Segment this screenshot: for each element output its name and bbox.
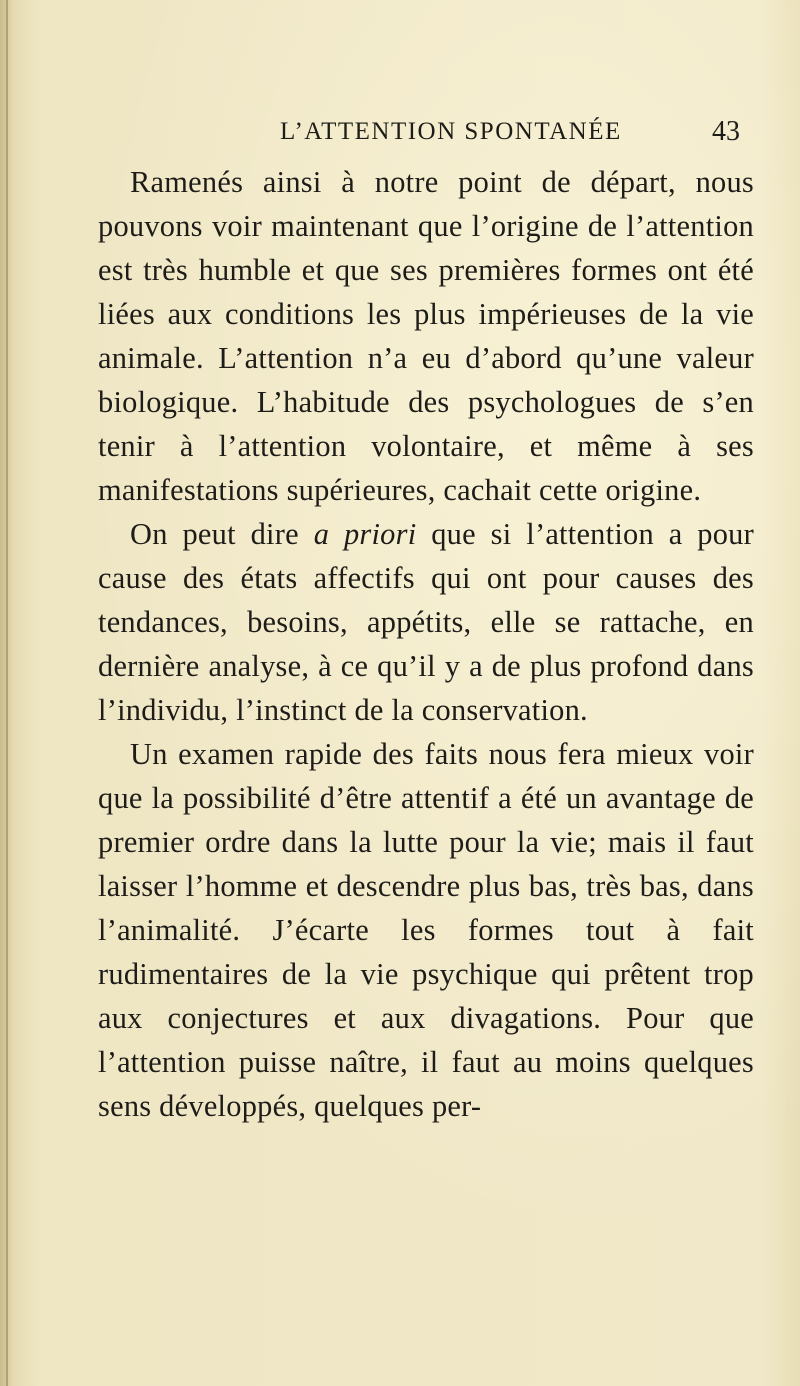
paragraph-1: Ramenés ainsi à notre point de départ, nous pouvons voir maintenant que l’origine de l’attention est très humble et que ses premières formes ont été liées aux conditions les plus impérieuses de la vie animale. L’attention n’a eu d’abord qu’une valeur biologique. L’habitude des psychologues de s’en tenir à l’attention volontaire, et même à ses manifestations supérieures, cachait cette origine. bbox=[98, 165, 754, 507]
paragraph-2-start: On peut dire bbox=[130, 517, 314, 551]
running-head: L’ATTENTION SPONTANÉE bbox=[280, 118, 622, 145]
body-text bbox=[98, 160, 754, 1128]
paragraph-2-rest: que si l’attention a pour cause des états affectifs qui ont pour causes des tendances, besoins, appétits, elle se rattache, en dernière analyse, à ce qu’il y a de plus profond dans l’individu, l’instinct de la conservation. bbox=[98, 517, 754, 727]
paragraph-2 bbox=[98, 512, 754, 732]
paragraph-3: Un examen rapide des faits nous fera mieux voir que la possibilité d’être attentif a été un avantage de premier ordre dans la lutte pour la vie; mais il faut laisser l’homme et descendre plus bas, très bas, dans l’animalité. J’écarte les formes tout à fait rudimentaires de la vie psychique qui prêtent trop aux conjectures et aux divagations. Pour que l’attention puisse naître, il faut au moins quelques sens développés, quelques per- bbox=[98, 737, 754, 1123]
gutter-edge bbox=[6, 0, 8, 1386]
italic-phrase: a priori bbox=[313, 517, 417, 551]
page-number: 43 bbox=[712, 116, 740, 147]
page-header bbox=[0, 104, 800, 147]
